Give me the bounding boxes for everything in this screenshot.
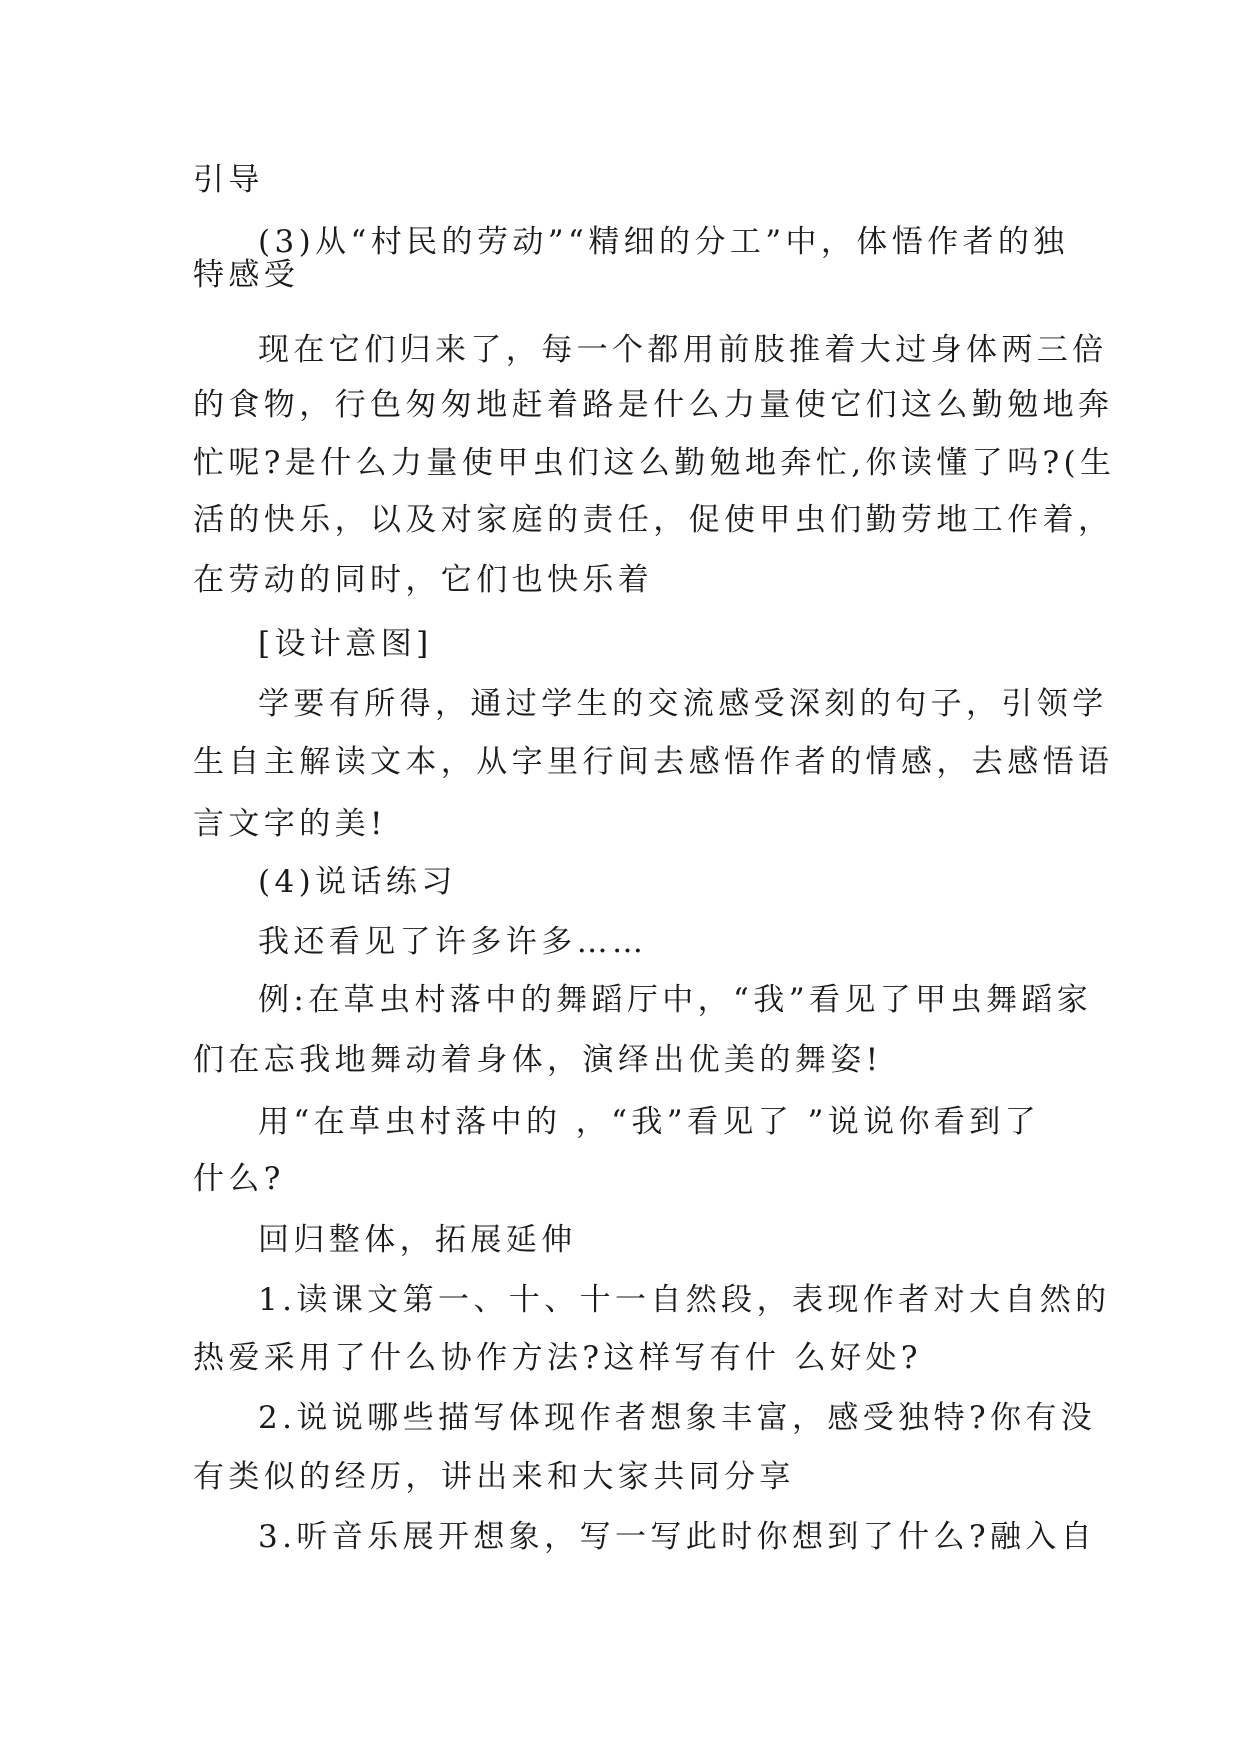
text-line: 有类似的经历，讲出来和大家共同分享 [193, 1459, 795, 1495]
text-line: 生自主解读文本，从字里行间去感悟作者的情感，去感悟语 [193, 744, 1114, 780]
text-line: (4)说话练习 [258, 864, 457, 900]
text-line: 1.读课文第一、十、十一自然段，表现作者对大自然的 [258, 1282, 1111, 1318]
text-line: 特感受 [193, 257, 300, 293]
text-line: 活的快乐，以及对家庭的责任，促使甲虫们勤劳地工作着， [193, 502, 1114, 538]
text-line: 现在它们归来了，每一个都用前肢推着大过身体两三倍 [258, 332, 1108, 368]
text-line: 学要有所得，通过学生的交流感受深刻的句子，引领学 [258, 686, 1108, 722]
text-line: 言文字的美! [193, 806, 387, 842]
text-line: [设计意图] [258, 626, 433, 662]
text-line: 热爱采用了什么协作方法?这样写有什 么好处? [193, 1340, 922, 1376]
text-line: 我还看见了许多许多…… [258, 924, 648, 960]
text-line: 引导 [193, 162, 264, 198]
text-line: 例:在草虫村落中的舞蹈厅中，“我”看见了甲虫舞蹈家 [258, 982, 1093, 1018]
text-line: 2.说说哪些描写体现作者想象丰富，感受独特?你有没 [258, 1400, 1097, 1436]
text-line: 回归整体，拓展延伸 [258, 1222, 577, 1258]
text-line: 3.听音乐展开想象，写一写此时你想到了什么?融入自 [258, 1519, 1097, 1555]
text-line: 什么? [193, 1161, 285, 1197]
text-line: 们在忘我地舞动着身体，演绎出优美的舞姿! [193, 1042, 883, 1078]
text-line: (3)从“村民的劳动”“精细的分工”中，体悟作者的独 [258, 224, 1069, 260]
text-line: 的食物，行色匆匆地赶着路是什么力量使它们这么勤勉地奔 [193, 387, 1114, 423]
text-line: 用“在草虫村落中的 ，“我”看见了 ”说说你看到了 [258, 1104, 1041, 1140]
text-line: 在劳动的同时，它们也快乐着 [193, 562, 654, 598]
text-line: 忙呢?是什么力量使甲虫们这么勤勉地奔忙,你读懂了吗?(生 [193, 445, 1116, 481]
